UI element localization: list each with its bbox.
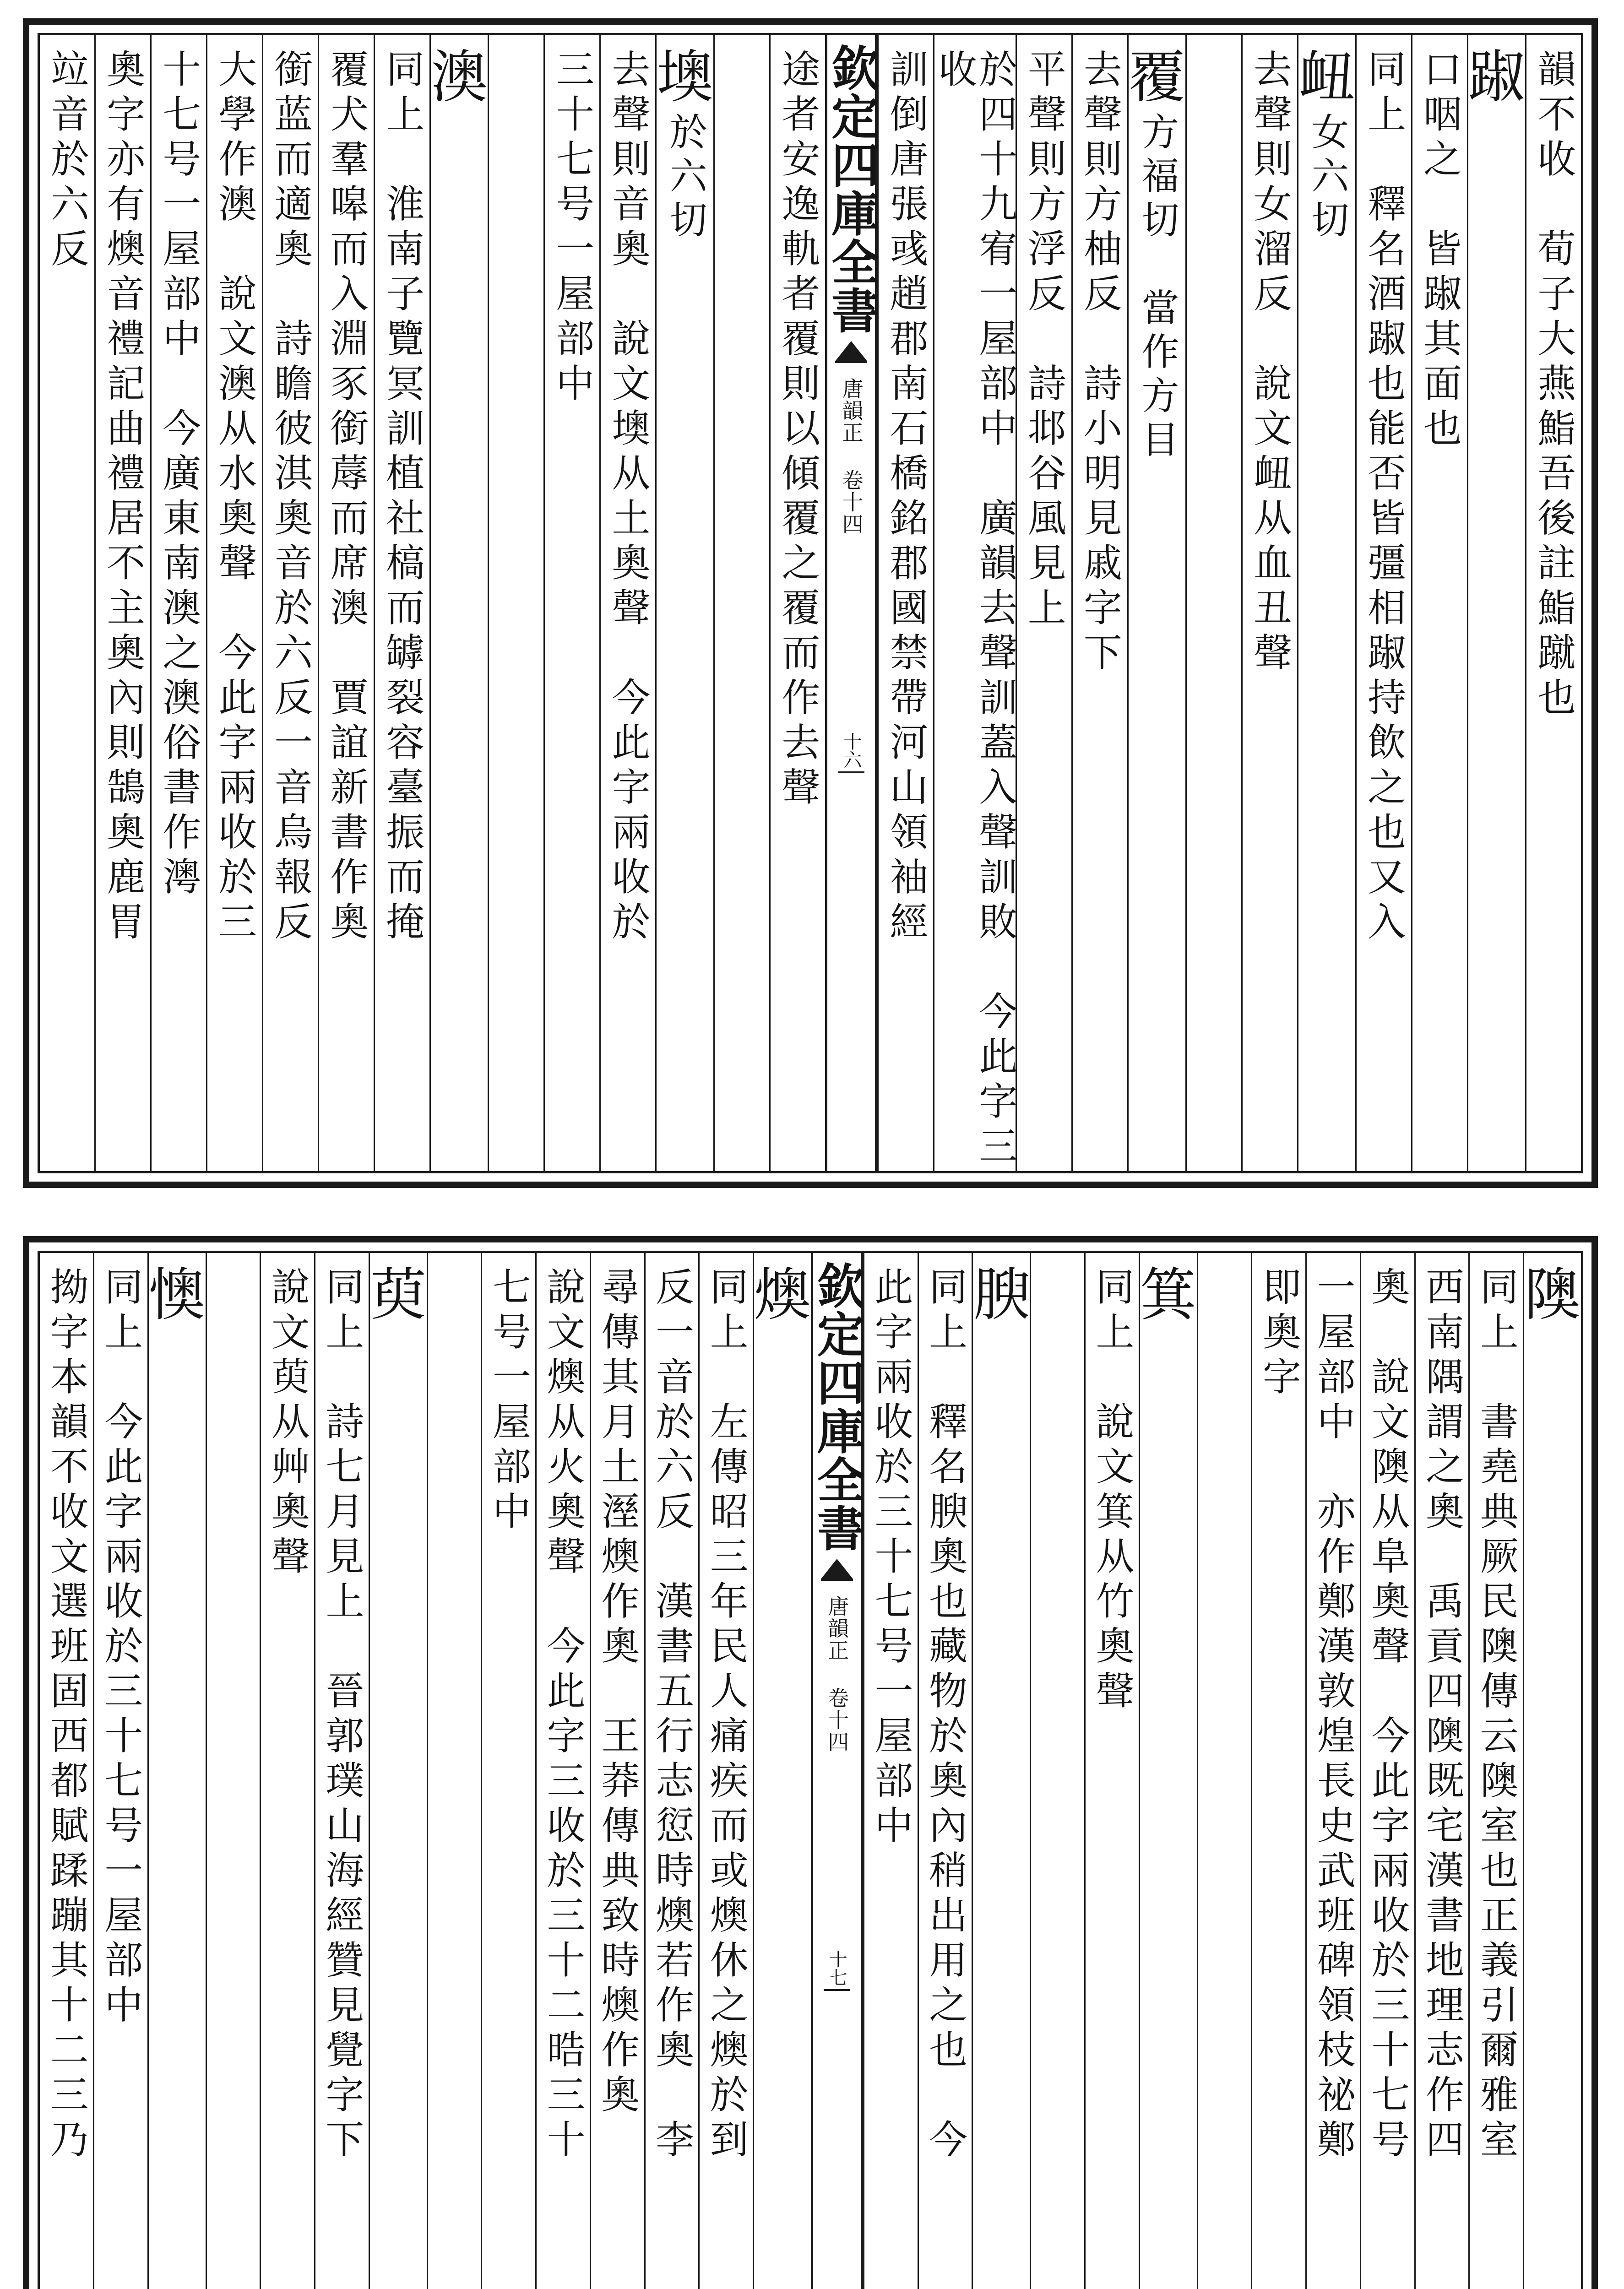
text-column	[753, 1253, 811, 2289]
column-text: 口咽之 皆踧其面也	[1417, 49, 1462, 453]
text-column	[698, 1253, 753, 2289]
text-column	[599, 35, 655, 1171]
leaf-number: 十七	[824, 1950, 850, 1991]
text-column	[488, 35, 543, 1171]
column-text: 奧 說文隩从阜奧聲 今此字兩收於三十七号	[1365, 1267, 1410, 2164]
column-text: 去聲則音奧 說文墺从土奧聲 今此字兩收於	[605, 49, 651, 946]
column-text: 同上 今此字兩收於三十七号一屋部中	[98, 1267, 143, 2029]
column-text: 拗字本韻不收文選班固西都賦蹂蹦其十二三乃	[44, 1267, 89, 2164]
text-column	[1525, 35, 1581, 1171]
text-column	[655, 35, 713, 1171]
headword: 燠	[754, 1262, 811, 1328]
top-book-page	[23, 18, 1598, 1188]
column-text: 訓倒唐張彧趙郡南石橋銘郡國禁帶河山領袖經	[883, 49, 929, 946]
text-column	[40, 35, 94, 1171]
text-column	[590, 1253, 644, 2289]
column-text: 說文萸从艸奧聲	[265, 1267, 310, 1581]
headword: 墺	[657, 44, 714, 110]
column-text: 去聲則女溜反 說文衄从血丑聲	[1247, 49, 1293, 677]
text-column	[1071, 35, 1127, 1171]
headword: 澳	[431, 44, 488, 110]
text-column	[206, 1253, 260, 2289]
column-text: 同上 說文箕从竹奧聲	[1089, 1267, 1135, 1715]
text-column	[369, 1253, 427, 2289]
column-text: 同上 詩七月見上 晉郭璞山海經贊見覺字下	[319, 1267, 364, 2164]
center-margin-column	[811, 1253, 863, 2289]
text-column	[427, 1253, 481, 2289]
headword: 覆	[1128, 44, 1185, 110]
column-text: 於四十九宥一屋部中 廣韻去聲訓蓋入聲訓敗 今此字三收	[932, 49, 1018, 1171]
text-column	[543, 35, 599, 1171]
text-column	[1139, 1253, 1197, 2289]
column-text: 此字兩收於三十七号一屋部中	[868, 1267, 913, 1850]
column-text: 途者安逸軌者覆則以傾覆之覆而作去聲	[775, 49, 820, 812]
text-column	[1185, 35, 1241, 1171]
text-column	[1360, 1253, 1414, 2289]
text-column	[1355, 35, 1411, 1171]
text-column	[535, 1253, 590, 2289]
text-column	[374, 35, 429, 1171]
text-column	[318, 35, 374, 1171]
column-text: 七号一屋部中	[486, 1267, 532, 1536]
text-column	[1084, 1253, 1139, 2289]
text-column	[1251, 1253, 1305, 2289]
volume-label: 唐韻正 卷十四	[839, 378, 864, 535]
text-column	[1297, 35, 1355, 1171]
text-column	[932, 35, 1018, 1171]
text-column	[972, 1253, 1030, 2289]
column-text: 同上 書堯典厥民隩傳云隩室也正義引爾雅室	[1474, 1267, 1519, 2164]
fish-tail-mark-icon	[835, 341, 867, 373]
text-column	[150, 35, 206, 1171]
column-text: 說文燠从火奧聲 今此字三收於三十二晧三十	[541, 1267, 586, 2164]
headword: 萸	[369, 1262, 427, 1328]
text-column	[1016, 35, 1071, 1171]
text-column	[481, 1253, 535, 2289]
headword: 腴	[973, 1262, 1030, 1328]
book-title: 欽定四庫全書	[809, 1261, 865, 1552]
column-text: 大學作澳 說文澳从水奧聲 今此字兩收於三	[212, 49, 257, 946]
text-column	[1468, 1253, 1523, 2289]
column-text: 竝音於六反	[44, 49, 90, 273]
column-text: 反一音於六反 漢書五行志愆時燠若作奧 李	[649, 1267, 695, 2164]
headword: 踧	[1468, 44, 1525, 110]
text-column	[1127, 35, 1185, 1171]
column-text: 同上 淮南子覽冥訓植社槁而罅裂容臺振而掩	[380, 49, 425, 946]
column-text: 韻不收 荀子大燕鮨吾後註鮨蹴也	[1531, 49, 1576, 722]
text-column	[429, 35, 488, 1171]
text-column	[1197, 1253, 1251, 2289]
text-column	[314, 1253, 369, 2289]
column-text: 西南隅謂之奧 禹貢四隩既宅漢書地理志作四	[1419, 1267, 1465, 2164]
bottom-page-columns	[38, 1251, 1583, 2289]
text-column	[1414, 1253, 1469, 2289]
column-text: 同上 左傳昭三年民人痛疾而或燠休之燠於到	[704, 1267, 749, 2164]
fish-tail-mark-icon	[821, 1559, 853, 1591]
text-column	[1411, 35, 1467, 1171]
text-column	[1523, 1253, 1581, 2289]
column-text: 即奧字	[1256, 1267, 1302, 1401]
text-column	[260, 1253, 314, 2289]
headword-annotation: 女六切	[1305, 112, 1349, 244]
text-column	[1305, 1253, 1360, 2289]
text-column	[1030, 1253, 1084, 2289]
text-column	[713, 35, 769, 1171]
headword: 懊	[148, 1262, 206, 1328]
column-text: 同上 釋名腴奧也藏物於奧內稍出用之也 今	[923, 1267, 968, 2164]
column-text: 奧字亦有燠音禮記曲禮居不主奧內則鵠奧鹿胃	[100, 49, 146, 946]
column-text: 三十七号一屋部中	[549, 49, 595, 408]
column-text: 十七号一屋部中 今廣東南澳之澳俗書作澚	[156, 49, 201, 901]
text-column	[644, 1253, 699, 2289]
text-column	[863, 1253, 918, 2289]
headword: 衄	[1298, 44, 1355, 110]
text-column	[94, 35, 150, 1171]
headword-annotation: 於六切	[663, 112, 707, 244]
column-text: 覆犬羣嗥而入淵豕銜蓐而席澳 賈誼新書作奧	[324, 49, 369, 946]
leaf-number: 十六	[838, 732, 864, 773]
column-text: 銜蓝而適奧 詩瞻彼淇奧音於六反一音烏報反	[268, 49, 313, 946]
volume-label: 唐韻正 卷十四	[825, 1595, 850, 1753]
text-column	[769, 35, 825, 1171]
headword: 隩	[1524, 1262, 1581, 1328]
text-column	[206, 35, 262, 1171]
text-column	[877, 35, 933, 1171]
column-text: 一屋部中 亦作鄭漢敦煌長史武班碑領枝祕鄭	[1311, 1267, 1356, 2164]
headword-annotation: 方福切 當作方目	[1135, 112, 1179, 464]
text-column	[918, 1253, 972, 2289]
text-column	[40, 1253, 93, 2289]
headword: 箕	[1140, 1262, 1197, 1328]
text-column	[1241, 35, 1297, 1171]
text-column	[1467, 35, 1525, 1171]
text-column	[262, 35, 318, 1171]
column-text: 去聲則方柚反 詩小明見戚字下	[1077, 49, 1123, 677]
text-column	[147, 1253, 206, 2289]
column-text: 同上 釋名酒踧也能否皆彊相踧持飲之也又入	[1361, 49, 1407, 946]
top-page-columns	[38, 33, 1583, 1173]
column-text: 尋傳其月土溼燠作奧 王莽傳典致時燠作奧	[595, 1267, 640, 2119]
text-column	[93, 1253, 147, 2289]
column-text: 平聲則方浮反 詩邶谷風見上	[1021, 49, 1067, 632]
center-margin-column	[823, 35, 880, 1171]
book-title: 欽定四庫全書	[823, 43, 880, 335]
bottom-book-page	[23, 1236, 1598, 2289]
